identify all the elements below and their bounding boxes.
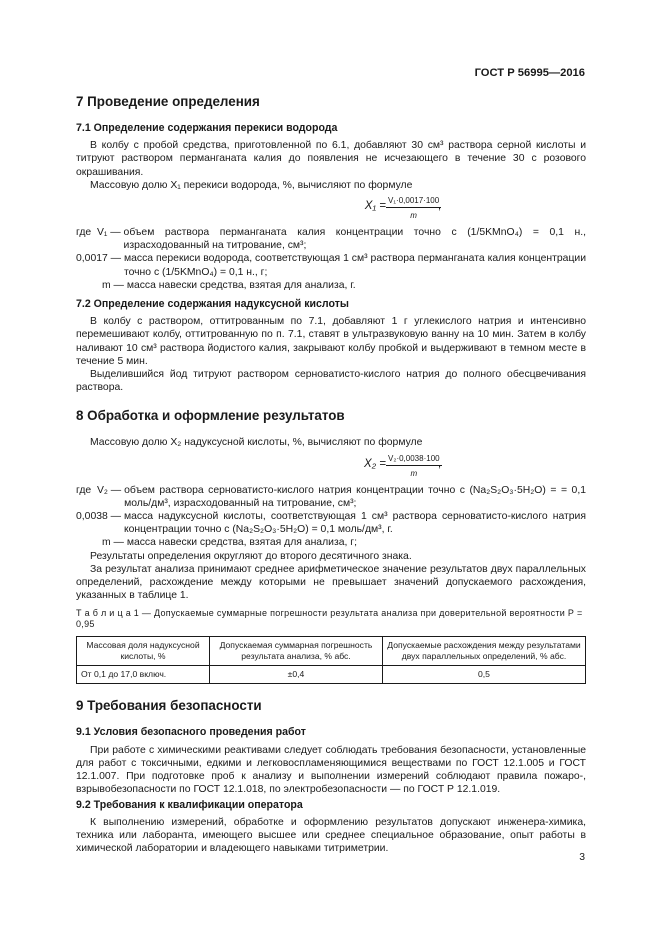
paragraph: Массовую долю X₂ надуксусной кислоты, %, вычисляют по формуле xyxy=(90,437,423,449)
paragraph: Результаты определения округляют до второго десятичного знака. xyxy=(90,550,412,562)
paragraph: К выполнению измерений, обработке и оформлению результатов допускают инженера-химика, техника или лаборанта, имеющего высшее или среднее специальное образование, опыт работы в химической лаборатории и владеющего навыками титриметрии. xyxy=(76,816,586,855)
formula-x2 xyxy=(76,452,586,482)
paragraph: За результат анализа принимают среднее арифметическое значение результатов двух параллельных определений, расхождение между которыми не превышает значений допускаемого расхождения, указанных в таблице 1. xyxy=(76,563,586,602)
subsection-7-2-title: 7.2 Определение содержания надуксусной кислоты xyxy=(76,298,349,311)
table-header-cell: Массовая доля надуксусной кислоты, % xyxy=(77,637,210,666)
definition-item xyxy=(76,484,586,510)
formula-lhs: X₁ = xyxy=(364,200,386,213)
definition-text: объем раствора серноватисто-кислого натрия концентрации точно c (Na₂S₂O₃·5H₂O) = = 0,1 моль/дм³, израсходованный на титрование, см³; xyxy=(124,484,586,509)
definition-item: m — масса навески средства, взятая для анализа, г; xyxy=(102,537,357,549)
formula-denominator: m xyxy=(410,468,418,478)
definition-text: объем раствора перманганата калия концентрации точно c (1/5KMnO₄) = 0,1 н., израсходованный на титрование, см³; xyxy=(123,227,586,252)
section-7-title: 7 Проведение определения xyxy=(76,94,260,109)
table-header-cell: Допускаемые расхождения между результатами двух параллельных определений, % абс. xyxy=(383,637,586,666)
formula-fraction xyxy=(386,452,442,480)
definition-symbol: 0,0038 — xyxy=(76,511,124,523)
definition-text: масса перекиси водорода, соответствующая 1 см³ раствора перманганата калия концентрации точно с (1/5KMnO₄) = 0,1 н., г; xyxy=(123,253,586,278)
table-header-cell: Допускаемая суммарная погрешность результата анализа, % абс. xyxy=(210,637,383,666)
table-cell: От 0,1 до 17,0 включ. xyxy=(77,666,210,684)
formula-comma: , xyxy=(438,457,442,470)
definition-item xyxy=(76,510,586,536)
table-cell: 0,5 xyxy=(383,666,586,684)
page-content xyxy=(76,94,586,855)
definition-item xyxy=(76,226,586,252)
paragraph: В колбу с раствором, оттитрованным по 7.1, добавляют 1 г углекислого натрия и интенсивно перемешивают колбу, оттитрованную по п. 7.1, ставят в ультразвуковую ванну на 10 мин. Затем в колбу наливают 10 см³ раствора йодистого калия, закрывают колбу пробкой и выдерживают в темном месте в течение 5 мин. xyxy=(76,316,586,367)
subsection-7-1-title: 7.1 Определение содержания перекиси водорода xyxy=(76,122,338,134)
paragraph: Выделившийся йод титруют раствором серноватисто-кислого натрия до полного обесцвечивания раствора. xyxy=(76,369,586,394)
formula-numerator: V₂·0,0038·100 xyxy=(386,452,442,466)
formula-x1 xyxy=(76,194,586,224)
table-row xyxy=(77,666,586,684)
definitions-list xyxy=(76,484,586,550)
definition-symbol: 0,0017 — xyxy=(76,253,124,265)
definitions-list xyxy=(76,226,586,292)
formula-comma: , xyxy=(438,200,442,213)
subsection-9-1-title: 9.1 Условия безопасного проведения работ xyxy=(76,726,306,739)
page-number: 3 xyxy=(579,852,585,863)
subsection-9-2-title: 9.2 Требования к квалификации оператора xyxy=(76,798,303,811)
formula-fraction xyxy=(386,194,441,222)
definition-item xyxy=(76,252,586,278)
document-code: ГОСТ Р 56995—2016 xyxy=(474,67,585,79)
table-caption: Т а б л и ц а 1 — Допускаемые суммарные погрешности результата анализа при доверительной вероятности Р = 0,95 xyxy=(76,608,583,630)
section-8-title: 8 Обработка и оформление результатов xyxy=(76,408,345,424)
table-cell: ±0,4 xyxy=(210,666,383,684)
table-header-row xyxy=(77,637,586,666)
tolerance-table xyxy=(76,636,586,684)
paragraph: При работе с химическими реактивами следует соблюдать требования безопасности, установленные для работ с токсичными, едкими и легковоспламеняющимися веществами по ГОСТ 12.1.005 и ГОСТ 12.1.007. При подготовке проб к анализу и выполнении измерений соблюдают правила пожаро-, взрывобезопасности по ГОСТ 12.1.018, по электробезопасности — по ГОСТ Р 12.1.019. xyxy=(76,744,586,796)
paragraph: Массовую долю X₁ перекиси водорода, %, вычисляют по формуле xyxy=(90,179,413,191)
definition-symbol: где V₂ — xyxy=(76,484,125,496)
definition-symbol: где V₁ — xyxy=(76,227,124,239)
definition-text: масса надуксусной кислоты, соответствующая 1 см³ раствора серноватисто-кислого натрия концентрации точно с (Na₂S₂O₃·5H₂O) = 0,1 моль/дм³, г. xyxy=(123,511,586,536)
formula-numerator: V₁·0,0017·100 xyxy=(386,194,441,208)
paragraph: В колбу с пробой средства, приготовленной по 6.1, добавляют 30 см³ раствора серной кислоты и титруют раствором перманганата калия до появления не исчезающего в течение 30 с розового окрашивания. xyxy=(76,140,586,178)
formula-denominator: m xyxy=(410,211,417,221)
definition-item: m — масса навески средства, взятая для анализа, г. xyxy=(102,279,356,291)
section-9-title: 9 Требования безопасности xyxy=(76,698,262,714)
formula-lhs: X₂ = xyxy=(364,457,386,470)
